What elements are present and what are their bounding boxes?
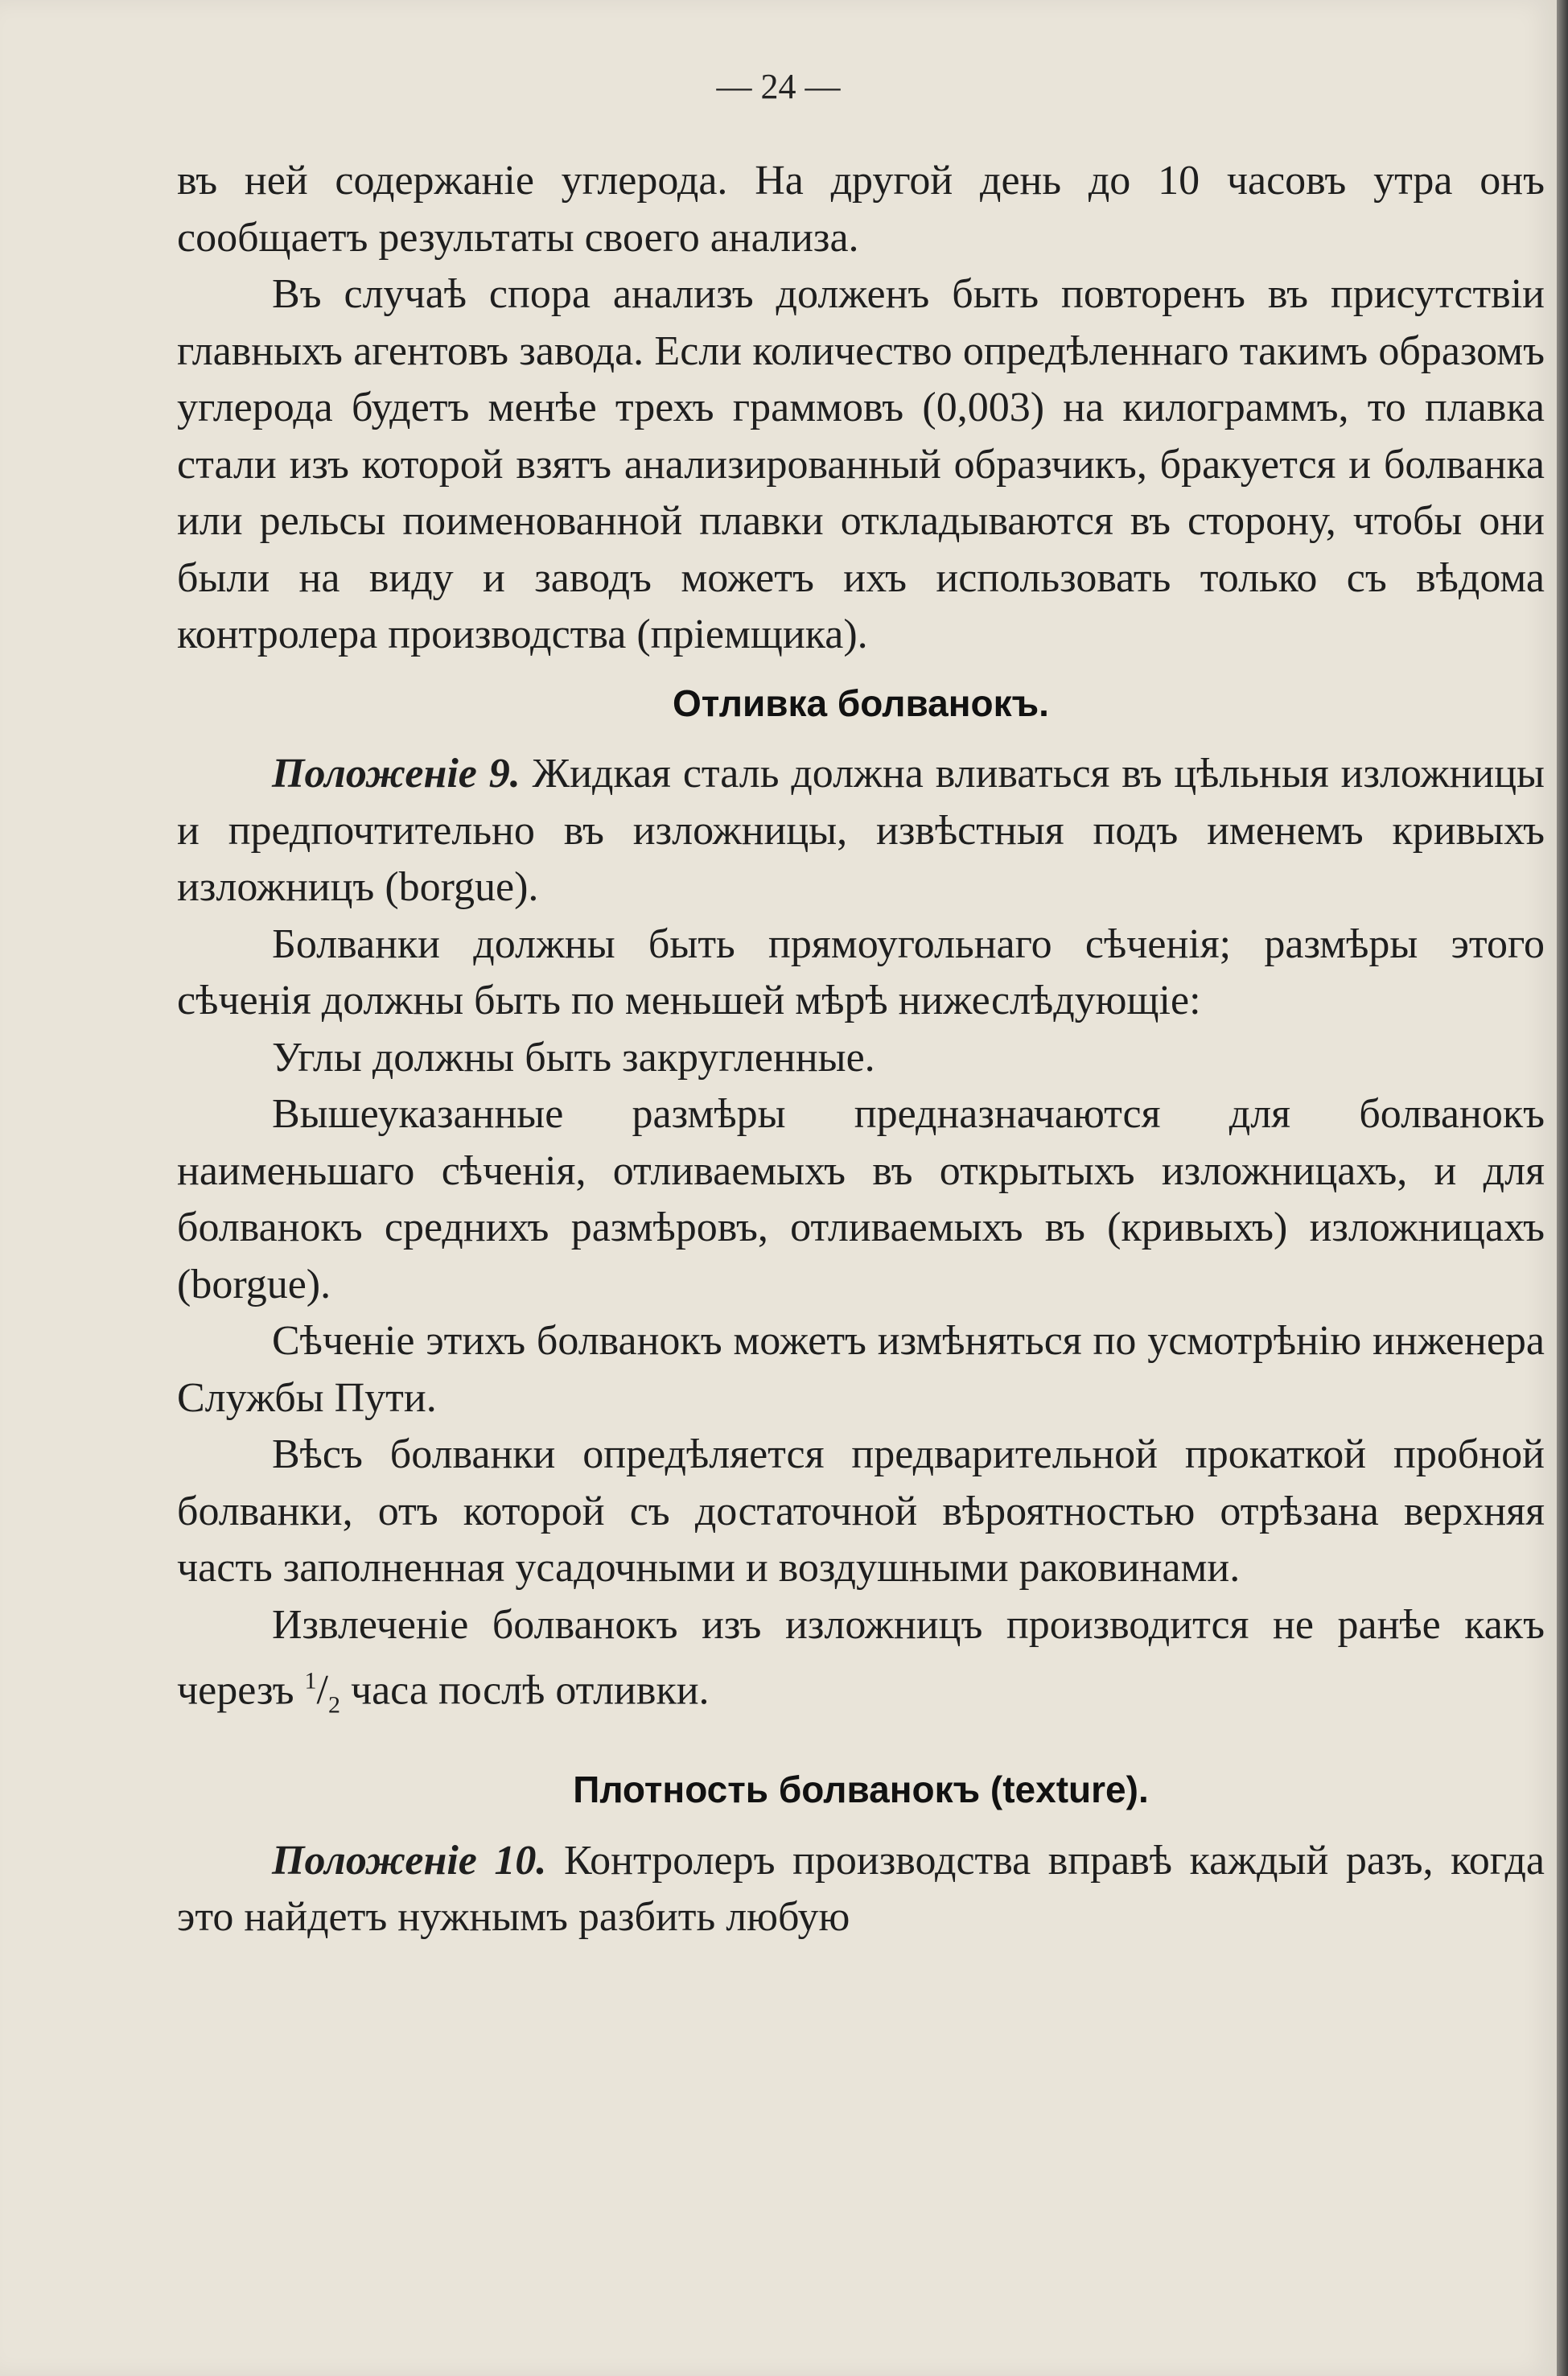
paragraph-rounded-corners: Углы должны быть закругленные. bbox=[272, 1034, 875, 1081]
paragraph-regulation-10 bbox=[177, 1833, 1545, 1946]
paragraph-carbon-result: въ ней содержаніе углерода. На другой день до 10 часовъ утра онъ сообщаетъ результаты своего анализа. bbox=[177, 158, 1545, 261]
regulation-label: Положеніе 9. bbox=[272, 751, 521, 797]
extraction-text-end: часа послѣ отливки. bbox=[350, 1667, 710, 1714]
paragraph-regulation-9 bbox=[177, 746, 1545, 916]
regulation-label: Положеніе 10. bbox=[272, 1837, 547, 1884]
section-heading-density: Плотность болванокъ (texture). bbox=[573, 1769, 1149, 1811]
paragraph-ingot-weight: Вѣсъ болванки опредѣляется предварительной прокаткой пробной болванки, отъ которой съ достаточной вѣроятностью отрѣзана верхняя часть заполненная усадочными и воздушными раковинами. bbox=[177, 1431, 1545, 1591]
regulation-text: Контролеръ производства вправѣ каждый разъ, когда это найдетъ нужнымъ разбить любую bbox=[177, 1837, 1545, 1941]
fraction-half: $^1/_2$ bbox=[304, 1667, 340, 1719]
paragraph-ingot-extraction bbox=[177, 1597, 1545, 1735]
page-body bbox=[177, 153, 1545, 1946]
paragraph-ingot-section: Болванки должны быть прямоугольнаго сѣченія; размѣры этого сѣченія должны быть по меньшей мѣрѣ нижеслѣдующіе: bbox=[177, 920, 1545, 1023]
paragraph-sizes-purpose: Вышеуказанные размѣры предназначаются для болванокъ наименьшаго сѣченія, отливаемыхъ въ открытыхъ изложницахъ, и для болванокъ среднихъ размѣровъ, отливаемыхъ въ (кривыхъ) изложницахъ (borgue). bbox=[177, 1091, 1545, 1307]
section-heading-casting: Отливка болванокъ. bbox=[673, 682, 1049, 724]
regulation-text: Жидкая сталь должна вливаться въ цѣльныя изложницы и предпочтительно въ изложницы, извѣстныя подъ именемъ кривыхъ изложницъ (borgue). bbox=[177, 751, 1545, 910]
page-edge bbox=[1557, 0, 1568, 2376]
extraction-text-start: Извлеченіе болванокъ изъ изложницъ производится не ранѣе какъ черезъ bbox=[177, 1601, 1545, 1714]
paragraph-section-change: Сѣченіе этихъ болванокъ можетъ измѣняться по усмотрѣнію инженера Службы Пути. bbox=[177, 1318, 1545, 1421]
page-number: — 24 — bbox=[716, 67, 841, 106]
paragraph-dispute-analysis: Въ случаѣ спора анализъ долженъ быть повторенъ въ присутствіи главныхъ агентовъ завода. Если количество опредѣленнаго такимъ образомъ углерода будетъ менѣе трехъ граммовъ (0,003) на килограммъ, то плавка стали изъ которой взятъ анализированный образчикъ, бракуется и болванка или рельсы поименованной плавки откладываются въ сторону, чтобы они были на виду и заводъ можетъ ихъ использовать только съ вѣдома контролера производства (пріемщика). bbox=[177, 271, 1545, 657]
